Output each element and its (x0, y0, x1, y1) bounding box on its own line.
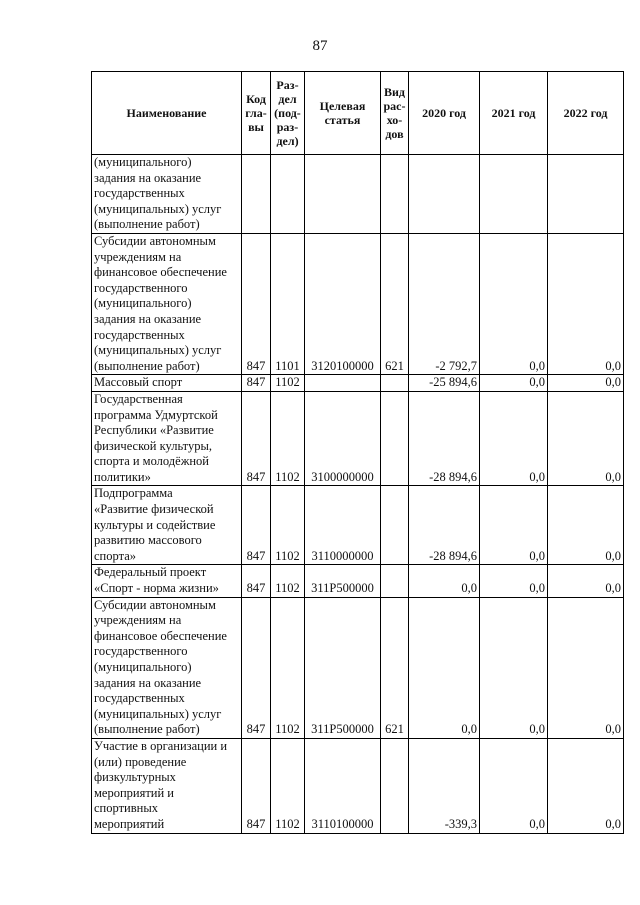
row-target-article: 311P500000 (305, 597, 381, 738)
row-amount-2020 (409, 155, 480, 234)
row-name: Массовый спорт (92, 375, 242, 392)
row-amount-2021: 0,0 (480, 375, 548, 392)
row-target-article: 311P500000 (305, 565, 381, 597)
row-amount-2022: 0,0 (548, 233, 624, 374)
row-amount-2022: 0,0 (548, 375, 624, 392)
row-section: 1102 (271, 597, 305, 738)
row-expense-kind: 621 (381, 233, 409, 374)
row-target-article (305, 155, 381, 234)
row-name: Участие в организации и (или) проведение физкультурных мероприятий и спортивных мероприятий (92, 738, 242, 833)
row-amount-2022: 0,0 (548, 597, 624, 738)
header-2020: 2020 год (409, 72, 480, 155)
row-amount-2021: 0,0 (480, 597, 548, 738)
table-row (92, 391, 624, 486)
row-section: 1102 (271, 391, 305, 486)
row-amount-2020: 0,0 (409, 597, 480, 738)
row-chapter-code: 847 (242, 391, 271, 486)
header-2022: 2022 год (548, 72, 624, 155)
page-number: 87 (312, 38, 328, 54)
row-target-article: 3100000000 (305, 391, 381, 486)
row-expense-kind (381, 155, 409, 234)
budget-table (91, 71, 624, 834)
row-chapter-code: 847 (242, 738, 271, 833)
row-section: 1102 (271, 738, 305, 833)
table-row (92, 597, 624, 738)
row-amount-2022: 0,0 (548, 486, 624, 565)
table-row (92, 155, 624, 234)
header-expense-kind: Вид рас- хо- дов (381, 72, 409, 155)
row-section: 1102 (271, 486, 305, 565)
row-amount-2020: -25 894,6 (409, 375, 480, 392)
row-name: Федеральный проект «Спорт - норма жизни» (92, 565, 242, 597)
row-amount-2020: -28 894,6 (409, 391, 480, 486)
row-amount-2020: -28 894,6 (409, 486, 480, 565)
row-target-article: 3110000000 (305, 486, 381, 565)
table-row (92, 565, 624, 597)
row-name: Субсидии автономным учреждениям на финансовое обеспечение государственного (муниципального) задания на оказание государственных (муниципальных) услуг (выполнение работ) (92, 233, 242, 374)
row-section: 1102 (271, 375, 305, 392)
header-name: Наименование (92, 72, 242, 155)
row-expense-kind (381, 375, 409, 392)
table-row (92, 738, 624, 833)
table-row (92, 375, 624, 392)
row-amount-2020: 0,0 (409, 565, 480, 597)
row-amount-2020: -339,3 (409, 738, 480, 833)
row-amount-2022: 0,0 (548, 391, 624, 486)
row-name: (муниципального) задания на оказание государственных (муниципальных) услуг (выполнение работ) (92, 155, 242, 234)
row-amount-2021: 0,0 (480, 738, 548, 833)
table-row (92, 233, 624, 374)
row-section (271, 155, 305, 234)
header-2021: 2021 год (480, 72, 548, 155)
row-chapter-code: 847 (242, 233, 271, 374)
row-amount-2021: 0,0 (480, 486, 548, 565)
row-amount-2020: -2 792,7 (409, 233, 480, 374)
row-target-article: 3120100000 (305, 233, 381, 374)
row-amount-2022: 0,0 (548, 565, 624, 597)
row-expense-kind (381, 391, 409, 486)
row-name: Государственная программа Удмуртской Республики «Развитие физической культуры, спорта и молодёжной политики» (92, 391, 242, 486)
row-amount-2021: 0,0 (480, 391, 548, 486)
row-expense-kind (381, 565, 409, 597)
row-target-article (305, 375, 381, 392)
row-chapter-code: 847 (242, 565, 271, 597)
row-chapter-code: 847 (242, 375, 271, 392)
row-chapter-code (242, 155, 271, 234)
row-amount-2021: 0,0 (480, 565, 548, 597)
row-amount-2022 (548, 155, 624, 234)
header-target-article: Целевая статья (305, 72, 381, 155)
row-expense-kind: 621 (381, 597, 409, 738)
row-target-article: 3110100000 (305, 738, 381, 833)
row-chapter-code: 847 (242, 597, 271, 738)
row-expense-kind (381, 738, 409, 833)
table-header-row (92, 72, 624, 155)
row-name: Субсидии автономным учреждениям на финансовое обеспечение государственного (муниципального) задания на оказание государственных (муниципальных) услуг (выполнение работ) (92, 597, 242, 738)
header-section: Раз- дел (под- раз- дел) (271, 72, 305, 155)
row-amount-2021 (480, 155, 548, 234)
row-amount-2022: 0,0 (548, 738, 624, 833)
row-chapter-code: 847 (242, 486, 271, 565)
row-section: 1102 (271, 565, 305, 597)
row-section: 1101 (271, 233, 305, 374)
header-chapter-code: Код гла- вы (242, 72, 271, 155)
row-name: Подпрограмма «Развитие физической культуры и содействие развитию массового спорта» (92, 486, 242, 565)
table-row (92, 486, 624, 565)
row-expense-kind (381, 486, 409, 565)
row-amount-2021: 0,0 (480, 233, 548, 374)
